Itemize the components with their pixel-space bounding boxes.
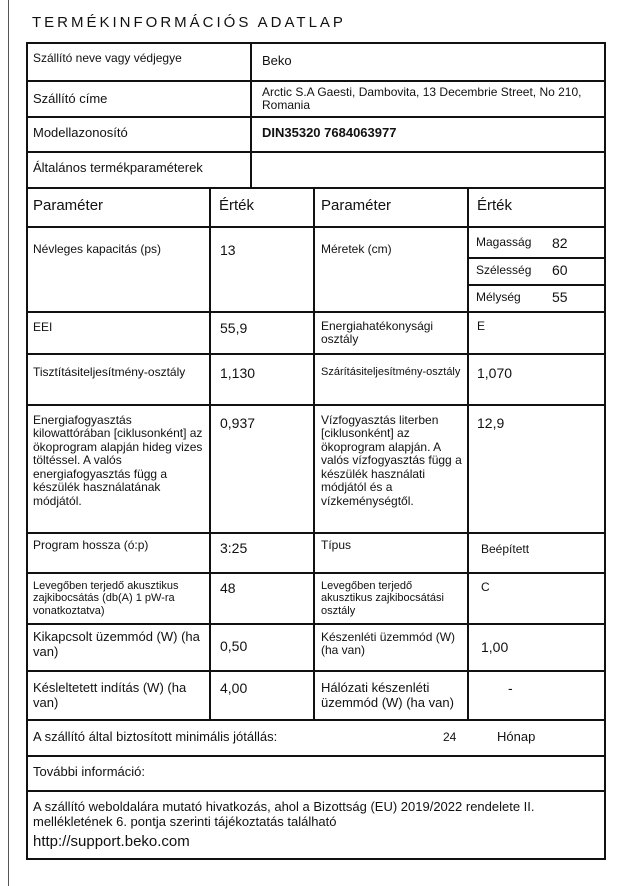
row-divider (26, 187, 606, 189)
footer-note: A szállító weboldalára mutató hivatkozás, ahol a Bizottság (EU) 2019/2022 rendelete II. mellékletének 6. pontja szerinti tájékoztatás található (33, 799, 535, 829)
column-divider (250, 42, 252, 187)
dims-divider (467, 257, 606, 259)
row-divider (26, 755, 606, 757)
dim-value: 55 (552, 289, 568, 305)
param-label: Névleges kapacitás (ps) (33, 242, 162, 256)
more-info-label: További információ: (33, 764, 145, 779)
dim-label: Mélység (476, 290, 521, 304)
param-value: 13 (220, 242, 236, 258)
param-value: - (508, 680, 513, 696)
row-divider (26, 670, 606, 672)
row-divider (26, 353, 606, 355)
warranty-unit: Hónap (497, 729, 536, 744)
row-divider (26, 790, 606, 792)
document-title: TERMÉKINFORMÁCIÓS ADATLAP (32, 14, 346, 31)
param-value: 0,937 (220, 415, 256, 431)
row-divider (26, 404, 606, 406)
param-value: 12,9 (477, 415, 505, 431)
supplier-address-value: Arctic S.A Gaesti, Dambovita, 13 Decembrie Street, No 210, Romania (262, 85, 582, 113)
param-value: 1,070 (477, 365, 513, 381)
header-parameter-right: Paraméter (321, 197, 392, 214)
header-parameter-left: Paraméter (33, 197, 104, 214)
supplier-address-label: Szállító címe (33, 91, 108, 106)
param-value: 48 (220, 580, 236, 596)
dim-label: Magasság (476, 235, 532, 249)
param-label: Hálózati készenléti üzemmód (W) (ha van) (321, 680, 454, 710)
param-label: Szárításiteljesítmény-osztály (321, 366, 461, 378)
param-label: Program hossza (ó:p) (33, 538, 149, 552)
row-divider (26, 226, 606, 228)
param-label: Energiahatékonysági osztály (321, 319, 434, 347)
warranty-value: 24 (443, 730, 457, 744)
row-divider (26, 572, 606, 574)
column-divider (467, 187, 469, 719)
param-label: EEI (33, 320, 53, 334)
header-value-left: Érték (219, 197, 255, 214)
param-label: Vízfogyasztás literben [ciklusonként] az ökoprogram alapján. A valós vízfogyasztás függ a készülék használati módjától és a vízkeménységtől. (321, 413, 462, 508)
dims-divider (467, 284, 606, 286)
dim-value: 82 (552, 235, 568, 251)
param-label: Méretek (cm) (321, 242, 392, 256)
row-divider (26, 80, 606, 82)
dim-label: Szélesség (476, 263, 532, 277)
param-value: 55,9 (220, 320, 248, 336)
param-value: 4,00 (220, 680, 248, 696)
row-divider (26, 311, 606, 313)
row-divider (26, 623, 606, 625)
header-value-right: Érték (477, 197, 513, 214)
param-label: Kikapcsolt üzemmód (W) (ha van) (33, 629, 200, 659)
supplier-name-label: Szállító neve vagy védjegye (33, 51, 182, 65)
general-parameters-label: Általános termékparaméterek (33, 160, 203, 175)
page-edge (8, 0, 9, 886)
row-divider (26, 532, 606, 534)
param-label: Levegőben terjedő akusztikus zajkibocsátás (db(A) 1 pW-ra vonatkoztatva) (33, 580, 179, 617)
param-value: 0,50 (220, 638, 248, 654)
support-link[interactable]: http://support.beko.com (33, 833, 190, 850)
param-label: Típus (321, 538, 352, 552)
param-value: C (481, 580, 490, 594)
param-label: Tisztításiteljesítmény-osztály (33, 365, 186, 379)
supplier-name-value: Beko (262, 53, 292, 68)
row-divider (26, 116, 606, 118)
param-label: Készenléti üzemmód (W) (ha van) (321, 630, 456, 658)
param-value: 1,130 (220, 365, 256, 381)
column-divider (313, 187, 315, 719)
param-value: 1,00 (481, 639, 509, 655)
model-value: DIN35320 7684063977 (262, 125, 397, 140)
row-divider (26, 719, 606, 721)
column-divider (209, 187, 211, 719)
warranty-label: A szállító által biztosított minimális jótállás: (33, 729, 278, 744)
row-divider (26, 151, 606, 153)
param-label: Késleltetett indítás (W) (ha van) (33, 680, 187, 710)
param-value: E (477, 319, 486, 333)
param-label: Levegőben terjedő akusztikus zajkibocsátási osztály (321, 580, 444, 617)
dim-value: 60 (552, 262, 568, 278)
model-label: Modellazonosító (33, 125, 128, 140)
param-value: 3:25 (220, 540, 248, 556)
param-value: Beépített (481, 542, 530, 556)
param-label: Energiafogyasztás kilowattórában [ciklusonként] az ökoprogram alapján hideg vizes töltéssel. A valós energiafogyasztás függ a készülék használatának módjától. (33, 413, 203, 508)
